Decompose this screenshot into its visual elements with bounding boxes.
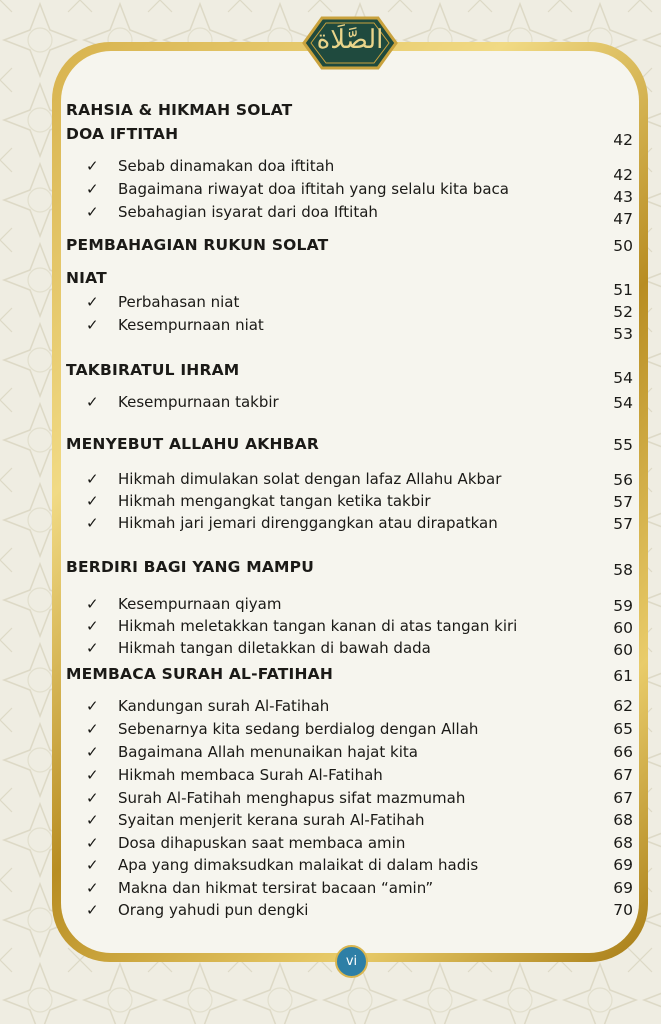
toc-heading [0,555,661,579]
toc-entry-text: Dosa dihapuskan saat membaca amin [118,834,406,852]
toc-entry [0,154,661,184]
toc-page-number: 60 [613,619,633,637]
toc-entry-text: Kandungan surah Al-Fatihah [118,697,330,715]
check-mark-icon: ✓ [86,901,99,919]
toc-entry [0,489,661,513]
toc-heading-text: PEMBAHAGIAN RUKUN SOLAT [66,236,329,254]
toc-entry [0,290,661,321]
toc-entry-text: Perbahasan niat [118,293,240,311]
toc-page-number: 54 [613,369,633,387]
toc-page-number: 47 [613,210,633,228]
toc-page-number: 61 [613,667,633,685]
check-mark-icon: ✓ [86,157,99,175]
check-mark-icon: ✓ [86,514,99,532]
toc-page-number: 62 [613,697,633,715]
toc-entry-text: Sebab dinamakan doa iftitah [118,157,335,175]
check-mark-icon: ✓ [86,789,99,807]
toc-heading [0,358,661,387]
check-mark-icon: ✓ [86,203,99,221]
toc-page-number: 67 [613,789,633,807]
toc-entry [0,467,661,491]
toc-page-number: 59 [613,597,633,615]
toc-entry [0,694,661,718]
toc-heading [0,266,661,299]
page-number-badge: vi [335,945,368,978]
toc-entry [0,853,661,877]
toc-entry [0,313,661,343]
toc-entry [0,808,661,832]
toc-entry-text: Syaitan menjerit kerana surah Al-Fatihah [118,811,425,829]
toc-page-number: 68 [613,811,633,829]
toc-entry-text: Orang yahudi pun dengki [118,901,309,919]
check-mark-icon: ✓ [86,879,99,897]
toc-page-number: 54 [613,394,633,412]
toc-entry [0,390,661,414]
toc-heading-text: BERDIRI BAGI YANG MAMPU [66,558,314,576]
toc-heading [0,432,661,456]
check-mark-icon: ✓ [86,595,99,613]
toc-entry [0,876,661,900]
toc-entry-text: Hikmah jari jemari direnggangkan atau dirapatkan [118,514,498,532]
toc-entry [0,740,661,764]
toc-entry-text: Sebahagian isyarat dari doa Iftitah [118,203,378,221]
toc-entry-text: Sebenarnya kita sedang berdialog dengan Allah [118,720,479,738]
toc-heading [0,122,661,149]
toc-entry [0,717,661,741]
toc-entry-text: Makna dan hikmat tersirat bacaan “amin” [118,879,434,897]
toc-entry-text: Surah Al-Fatihah menghapus sifat mazmumah [118,789,466,807]
check-mark-icon: ✓ [86,743,99,761]
check-mark-icon: ✓ [86,856,99,874]
toc-page-number: 70 [613,901,633,919]
toc-heading [0,662,661,686]
toc-entry [0,831,661,855]
check-mark-icon: ✓ [86,492,99,510]
toc-heading-text: RAHSIA & HIKMAH SOLAT [66,101,293,119]
toc-page-number: 57 [613,493,633,511]
check-mark-icon: ✓ [86,180,99,198]
toc-entry-text: Bagaimana Allah menunaikan hajat kita [118,743,418,761]
toc-page-number: 56 [613,471,633,489]
toc-heading-text: TAKBIRATUL IHRAM [66,361,240,379]
check-mark-icon: ✓ [86,316,99,334]
check-mark-icon: ✓ [86,639,99,657]
toc-entry-text: Kesempurnaan takbir [118,393,279,411]
toc-page-number: 42 [613,166,633,184]
toc-page-number: 66 [613,743,633,761]
toc-page-number: 69 [613,879,633,897]
toc-page-number: 57 [613,515,633,533]
toc-entry [0,763,661,787]
toc-page-number: 65 [613,720,633,738]
toc-heading-text: DOA IFTITAH [66,125,179,143]
toc-heading [0,233,661,257]
toc-page-number: 58 [613,561,633,579]
toc-entry-text: Apa yang dimaksudkan malaikat di dalam hadis [118,856,479,874]
toc-entry-text: Hikmah membaca Surah Al-Fatihah [118,766,383,784]
toc-heading-text: MEMBACA SURAH AL-FATIHAH [66,665,334,683]
toc-page-number: 60 [613,641,633,659]
check-mark-icon: ✓ [86,811,99,829]
toc-entry-text: Kesempurnaan qiyam [118,595,282,613]
toc-page-number: 42 [613,131,633,149]
check-mark-icon: ✓ [86,697,99,715]
toc-page-number: 43 [613,188,633,206]
check-mark-icon: ✓ [86,393,99,411]
toc-entry-text: Hikmah mengangkat tangan ketika takbir [118,492,431,510]
toc-page-number: 69 [613,856,633,874]
toc-page-number: 53 [613,325,633,343]
toc-entry-text: Bagaimana riwayat doa iftitah yang selalu kita baca [118,180,509,198]
toc-page-number: 68 [613,834,633,852]
toc-entry [0,636,661,660]
toc-entry [0,200,661,228]
toc-heading [0,98,661,122]
check-mark-icon: ✓ [86,834,99,852]
check-mark-icon: ✓ [86,293,99,311]
toc-entry-text: Hikmah dimulakan solat dengan lafaz Allahu Akbar [118,470,502,488]
toc-entry [0,511,661,535]
toc-page-number: 52 [613,303,633,321]
toc-entry [0,898,661,922]
toc-entry-text: Kesempurnaan niat [118,316,264,334]
check-mark-icon: ✓ [86,720,99,738]
toc-entry-text: Hikmah meletakkan tangan kanan di atas tangan kiri [118,617,518,635]
toc-page-number: 55 [613,436,633,454]
toc-entry [0,614,661,638]
toc-heading-text: MENYEBUT ALLAHU AKHBAR [66,435,319,453]
toc-page-number: 51 [613,281,633,299]
toc-page-number: 67 [613,766,633,784]
arabic-title: الصَّلَاة [316,25,384,55]
toc-entry [0,786,661,810]
check-mark-icon: ✓ [86,470,99,488]
toc-page-number: 50 [613,237,633,255]
toc-heading-text: NIAT [66,269,107,287]
toc-entry [0,592,661,616]
check-mark-icon: ✓ [86,617,99,635]
toc-entry-text: Hikmah tangan diletakkan di bawah dada [118,639,431,657]
toc-entry [0,177,661,206]
check-mark-icon: ✓ [86,766,99,784]
